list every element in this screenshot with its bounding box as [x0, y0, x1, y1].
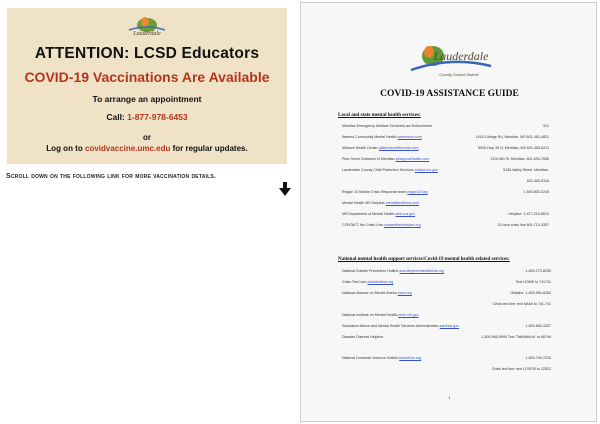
- service-contact: 1-800-799-7233: [525, 356, 551, 360]
- page-number: 1: [448, 395, 451, 400]
- service-line: [342, 157, 429, 161]
- service-link[interactable]: nimh.nih.gov: [398, 313, 419, 317]
- service-line: [342, 212, 415, 216]
- service-link[interactable]: thehotline.org: [399, 356, 422, 360]
- flyer-title: ATTENTION: LCSD Educators: [34, 45, 260, 62]
- service-name: Substance Abuse and Mental Health Services Administration-: [342, 324, 440, 328]
- service-contact: 911: [543, 124, 549, 128]
- document-title: COVID-19 ASSISTANCE GUIDE: [380, 89, 519, 99]
- service-contact: 1-800-985-5990 Text "TalkWithUs" to 66746: [481, 335, 551, 339]
- district-logo-icon: [403, 36, 499, 82]
- flyer-arrange-text: To arrange an appointment: [92, 94, 202, 104]
- service-name: Pine Grove Outreach of Meridian-: [342, 157, 396, 161]
- service-name: National Alliance on Mental Illness-: [342, 291, 398, 295]
- flyer-logo-text: Lauderdale: [133, 31, 161, 37]
- service-line: [342, 168, 438, 172]
- service-contact: Helpline: 1-800-950-6264: [510, 291, 551, 295]
- service-line: [342, 146, 419, 150]
- arrow-down-icon: [279, 182, 291, 196]
- logon-suffix: for regular updates.: [172, 144, 248, 153]
- district-logo-icon: [119, 13, 175, 37]
- service-line: [342, 190, 428, 194]
- service-name: Alliance Health Center-: [342, 146, 379, 150]
- service-name: Mental Health MS Helpline-: [342, 201, 386, 205]
- service-contact: 2100 8th St, Meridian, 601-693-7656: [490, 157, 549, 161]
- service-name: National Institute on Mental Health-: [342, 313, 399, 317]
- service-link[interactable]: weemsmh.com: [397, 135, 422, 139]
- service-link[interactable]: pinegrovehealth.com: [395, 157, 430, 161]
- service-line: [342, 335, 384, 339]
- service-line: [342, 280, 393, 284]
- service-name: National Suicide Prevention Hotline-: [342, 269, 400, 273]
- service-contact: 1-800-662-4357: [525, 324, 551, 328]
- doc-logo-subtext: County School District: [439, 72, 479, 77]
- service-line: [342, 269, 444, 273]
- service-contact: 1415 College Rd, Meridian, MS 601-483-4821: [475, 135, 549, 139]
- service-contact: 1-800-273-8255: [525, 269, 551, 273]
- service-name: Weems Community Mental Health-: [342, 135, 398, 139]
- service-link[interactable]: region10.org: [407, 190, 428, 194]
- flyer-logon-line: [7, 144, 287, 153]
- service-name: Disaster Distress Helpline-: [342, 335, 385, 339]
- service-contact: Crisis text line: text NAMI to 741-741: [492, 302, 551, 306]
- service-line: [342, 291, 412, 295]
- flyer-call-line: [7, 112, 287, 122]
- logon-prefix: Log on to: [46, 144, 83, 153]
- scroll-note: Scroll down on the following link for more vaccination details.: [6, 173, 217, 180]
- service-contact: 24-hour crisis line 601-713-4357: [497, 223, 549, 227]
- service-name: Meridian Emergency Medical Services/Law Enforcement: [342, 124, 433, 128]
- service-name: National Domestic Violence Hotline-: [342, 356, 400, 360]
- service-line: [342, 313, 419, 317]
- service-link[interactable]: nami.org: [397, 291, 412, 295]
- service-link[interactable]: contactthecrisisline.org: [384, 223, 421, 227]
- service-line: [342, 124, 432, 128]
- service-line: [342, 135, 422, 139]
- service-link[interactable]: alliancehealthcenter.com: [378, 146, 419, 150]
- service-name: MS Department of Mental Health-: [342, 212, 396, 216]
- vaccination-flyer: [7, 8, 287, 164]
- service-link[interactable]: mdcps.ms.gov: [414, 168, 438, 172]
- assistance-guide-document[interactable]: [300, 2, 597, 422]
- service-name: Crisis Text Line-: [342, 280, 368, 284]
- flyer-subtitle: COVID-19 Vaccinations Are Available: [24, 69, 270, 85]
- flyer-or-text: or: [143, 133, 151, 142]
- service-name: Region 10 Mobile Crisis Response team-: [342, 190, 408, 194]
- vaccine-website-link[interactable]: covidvaccine.umc.edu: [84, 144, 171, 153]
- service-line: [342, 324, 459, 328]
- service-name: CONTACT the Crisis Line-: [342, 223, 385, 227]
- service-contact: Crisis text line: text LOVEIS to 22522: [491, 367, 551, 371]
- service-contact: 1-800-803-0245: [523, 190, 549, 194]
- service-contact: Helpline: 1-877-210-8513: [508, 212, 549, 216]
- call-label: Call:: [106, 112, 125, 122]
- service-contact: Text HOME to 741741: [515, 280, 551, 284]
- service-link[interactable]: mentalhealthms.com: [385, 201, 419, 205]
- service-line: [342, 201, 419, 205]
- service-line: [342, 356, 421, 360]
- section-heading-national: National mental health support services/Covid-19 mental health related services:: [338, 257, 510, 262]
- service-name: Lauderdale County Child Protection Services-: [342, 168, 415, 172]
- service-link[interactable]: crisistextline.org: [367, 280, 394, 284]
- service-link[interactable]: suicidepreventionlifeline.org: [399, 269, 444, 273]
- service-contact: 5000 Hwy 39 N, Meridian, MS 601-483-6211: [478, 146, 549, 150]
- service-link[interactable]: dmh.ms.gov: [395, 212, 416, 216]
- service-line: [342, 223, 421, 227]
- phone-number[interactable]: 1-877-978-6453: [127, 112, 188, 122]
- service-contact: 601-482-6116: [526, 179, 549, 183]
- section-heading-local: Local and state mental health services:: [338, 113, 421, 118]
- doc-logo-text: Lauderdale: [433, 49, 489, 63]
- service-link[interactable]: samhsa.gov: [439, 324, 460, 328]
- service-contact: 5136 Valley Street, Meridian,: [503, 168, 549, 172]
